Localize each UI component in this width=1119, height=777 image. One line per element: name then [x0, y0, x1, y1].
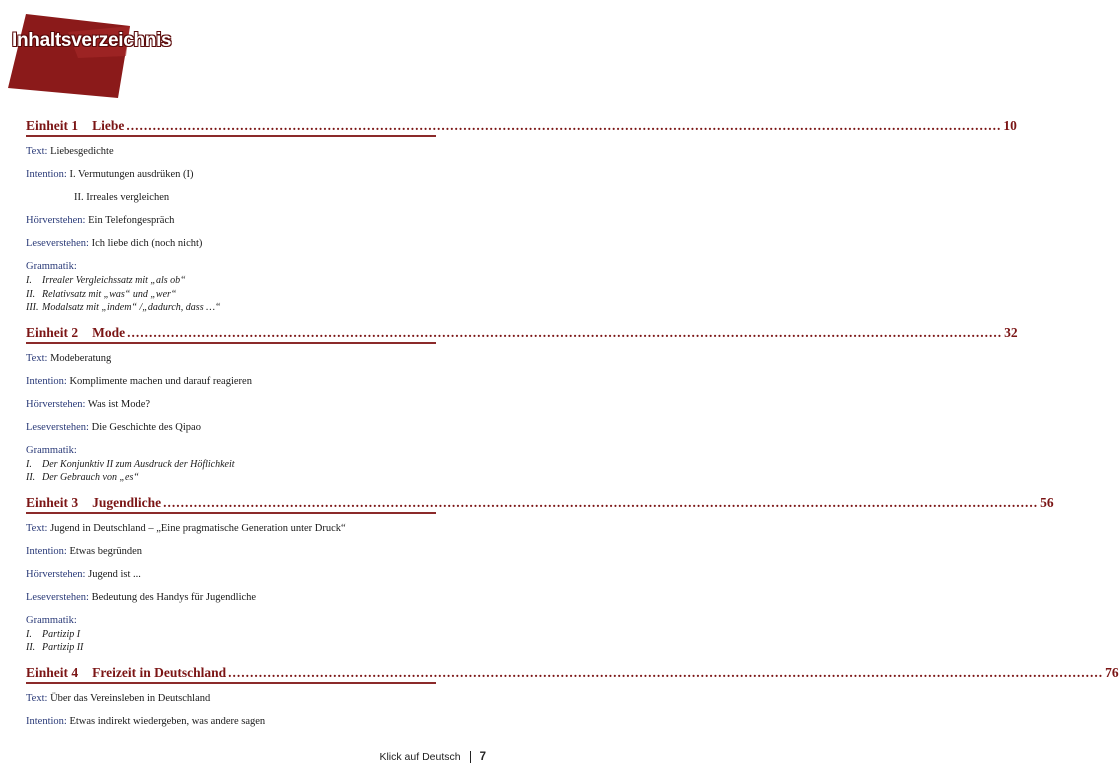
- unit-number: Einheit 3: [26, 494, 79, 510]
- intention-line-label: Intention:: [26, 169, 67, 180]
- unit-number: Einheit 1: [26, 118, 79, 133]
- text-line-value: Über das Vereinsleben in Deutschland: [50, 692, 211, 704]
- unit-page: 10: [1003, 118, 1017, 133]
- text-line-label: Text:: [26, 146, 48, 157]
- text-line-value: Liebesgedichte: [50, 146, 114, 157]
- unit-name: Jugendliche: [92, 494, 162, 510]
- leader-dots: ........................................................................................................................................................................................................: [127, 324, 1003, 340]
- unit-page: 56: [1040, 494, 1054, 510]
- text-line-label: Text:: [26, 522, 48, 534]
- grammatik-text: Partizip II: [42, 642, 84, 653]
- badge-shape: [8, 14, 130, 98]
- page-title: Inhaltsverzeichnis: [12, 30, 172, 51]
- leader-dots: ........................................................................................................................................................................................................: [126, 118, 1002, 133]
- unit-heading[interactable]: [26, 118, 1017, 137]
- grammatik-item: [26, 274, 436, 288]
- hoerverstehen-line-label: Hörverstehen:: [26, 568, 86, 580]
- leader-dots: ........................................................................................................................................................................................................: [163, 494, 1039, 510]
- unit-number: Einheit 2: [26, 324, 79, 340]
- grammatik-numeral: I.: [26, 458, 32, 470]
- unit-name: Liebe: [92, 118, 125, 133]
- leseverstehen-line: [26, 237, 436, 251]
- grammatik-text: Relativsatz mit „was“ und „wer“: [42, 288, 177, 300]
- grammatik-label: Grammatik:: [26, 261, 77, 272]
- hoerverstehen-line-label: Hörverstehen:: [26, 215, 86, 226]
- grammatik-text: Irrealer Vergleichssatz mit „als ob“: [42, 275, 186, 286]
- grammatik-item: [26, 301, 436, 315]
- grammatik-label: Grammatik:: [26, 614, 77, 626]
- hoerverstehen-line-value: Was ist Mode?: [87, 398, 151, 410]
- grammatik-list: [26, 274, 436, 315]
- text-line-label: Text:: [26, 352, 48, 364]
- unit-name: Freizeit in Deutschland: [92, 664, 227, 680]
- grammatik-item: [26, 628, 436, 642]
- grammatik-item: [26, 458, 436, 472]
- leader-dots: ........................................................................................................................................................................................................: [228, 664, 1104, 680]
- table-of-contents: [26, 112, 1119, 738]
- grammatik-text: Der Gebrauch von „es“: [42, 472, 139, 483]
- intention-line: [26, 715, 436, 729]
- grammatik-numeral: III.: [26, 302, 39, 313]
- text-line: [26, 352, 436, 366]
- leseverstehen-line-value: Ich liebe dich (noch nicht): [91, 238, 203, 249]
- hoerverstehen-line: [26, 214, 436, 228]
- leseverstehen-line-value: Bedeutung des Handys für Jugendliche: [91, 591, 257, 603]
- grammatik-item: [26, 641, 436, 655]
- intention-line: [26, 191, 436, 205]
- grammatik-list: [26, 628, 436, 655]
- unit-page: 76: [1105, 664, 1119, 680]
- intention-line-value: Etwas begründen: [69, 545, 143, 557]
- leseverstehen-line-label: Leseverstehen:: [26, 238, 89, 249]
- grammatik-numeral: II.: [26, 642, 36, 653]
- unit-section: [26, 494, 1054, 655]
- grammatik-numeral: II.: [26, 472, 36, 483]
- hoerverstehen-line-value: Jugend ist ...: [88, 568, 141, 580]
- grammatik-text: Modalsatz mit „indem“ /„dadurch, dass …“: [42, 302, 221, 313]
- leseverstehen-line-value: Die Geschichte des Qipao: [91, 421, 201, 433]
- intention-line-value: Komplimente machen und darauf reagieren: [69, 375, 252, 387]
- grammatik-list: [26, 458, 436, 485]
- intention-line-label: Intention:: [26, 545, 67, 557]
- intention-line: [26, 375, 436, 389]
- unit-section: [26, 664, 1119, 729]
- hoerverstehen-line: [26, 398, 436, 412]
- intention-line-value: I. Vermutungen ausdrüken (I): [69, 169, 194, 180]
- intention-line-label: Intention:: [26, 715, 67, 727]
- leseverstehen-line: [26, 591, 436, 605]
- unit-heading[interactable]: [26, 494, 1054, 514]
- grammatik-label: Grammatik:: [26, 444, 77, 456]
- unit-number: Einheit 4: [26, 664, 79, 680]
- text-line-label: Text:: [26, 692, 48, 704]
- intention-line-value: II. Irreales vergleichen: [74, 192, 170, 203]
- unit-section: [26, 324, 1018, 485]
- text-line: [26, 145, 436, 159]
- unit-name: Mode: [92, 324, 126, 340]
- grammatik-item: [26, 288, 436, 302]
- leseverstehen-line-label: Leseverstehen:: [26, 591, 89, 603]
- hoerverstehen-line: [26, 568, 436, 582]
- text-line-value: Jugend in Deutschland – „Eine pragmatische Generation unter Druck“: [50, 522, 346, 534]
- grammatik-item: [26, 471, 436, 485]
- footer-divider: [470, 751, 471, 763]
- grammatik-numeral: II.: [26, 288, 36, 300]
- unit-heading[interactable]: [26, 324, 1018, 344]
- text-line: [26, 522, 436, 536]
- book-title: Klick auf Deutsch: [379, 751, 461, 763]
- hoerverstehen-line-value: Ein Telefongespräch: [88, 215, 175, 226]
- unit-page: 32: [1004, 324, 1018, 340]
- unit-heading[interactable]: [26, 664, 1119, 684]
- hoerverstehen-line-label: Hörverstehen:: [26, 398, 86, 410]
- page-footer: [379, 751, 486, 763]
- intention-line: [26, 545, 436, 559]
- grammatik-numeral: I.: [26, 275, 32, 286]
- unit-section: [26, 118, 1017, 315]
- intention-line-value: Etwas indirekt wiedergeben, was andere sagen: [69, 715, 266, 727]
- grammatik-text: Der Konjunktiv II zum Ausdruck der Höflichkeit: [42, 458, 235, 470]
- intention-line-label: Intention:: [26, 375, 67, 387]
- page-number: 7: [479, 751, 486, 763]
- intention-line: [26, 168, 436, 182]
- grammatik-text: Partizip I: [42, 628, 81, 640]
- text-line: [26, 692, 436, 706]
- leseverstehen-line-label: Leseverstehen:: [26, 421, 89, 433]
- grammatik-numeral: I.: [26, 628, 32, 640]
- text-line-value: Modeberatung: [50, 352, 112, 364]
- header-badge: [8, 14, 130, 98]
- leseverstehen-line: [26, 421, 436, 435]
